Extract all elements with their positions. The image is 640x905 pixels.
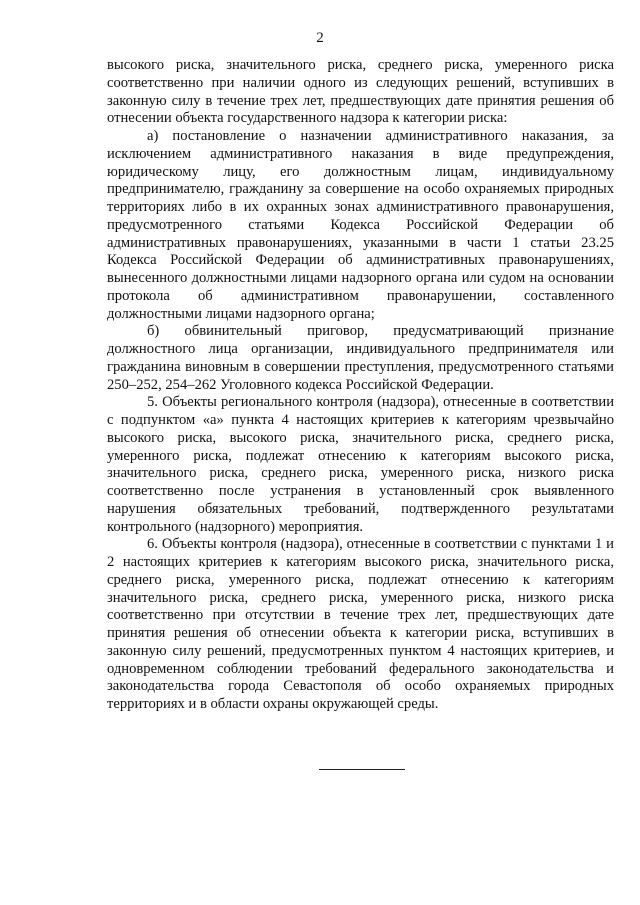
- document-body: [107, 57, 614, 714]
- paragraph-item-6: 6. Объекты контроля (надзора), отнесенные в соответствии с пунктами 1 и 2 настоящих критериев к категориям высокого риска, значительного риска, среднего риска, умеренного риска, подлежат отнесению к категориям значительного риска, среднего риска, умеренного риска, низкого риска соответственно при отсутствии в течение трех лет, предшествующих дате принятия решения об отнесении объекта к категории риска, вступивших в законную силу решений, предусмотренных пунктом 4 настоящих критериев, и одновременном соблюдении требований федерального законодательства и законодательства города Севастополя об особо охраняемых природных территориях и в области охраны окружающей среды.: [107, 536, 614, 712]
- paragraph-subitem-b: б) обвинительный приговор, предусматривающий признание должностного лица организации, индивидуального предпринимателя или гражданина виновным в совершении преступления, предусмотренного статьями 250–252, 254–262 Уголовного кодекса Российской Федерации.: [107, 323, 614, 393]
- page-number: 2: [316, 30, 324, 46]
- paragraph-continuation: высокого риска, значительного риска, среднего риска, умеренного риска соответственно при наличии одного из следующих решений, вступивших в законную силу в течение трех лет, предшествующих дате принятия решения об отнесении объекта государственного надзора к категории риска:: [107, 57, 614, 127]
- paragraph-item-5: 5. Объекты регионального контроля (надзора), отнесенные в соответствии с подпунктом «а» пункта 4 настоящих критериев к категориям чрезвычайно высокого риска, высокого риска, значительного риска, среднего риска, умеренного риска, подлежат отнесению к категориям высокого риска, значительного риска, среднего риска, умеренного риска, низкого риска соответственно после устранения в установленный срок выявленного нарушения обязательных требований, подтвержденного результатами контрольного (надзорного) мероприятия.: [107, 394, 614, 535]
- end-divider-line: [319, 769, 405, 770]
- paragraph-subitem-a: а) постановление о назначении административного наказания, за исключением административного наказания в виде предупреждения, юридическому лицу, его должностным лицам, индивидуальному предпринимателю, гражданину за совершение на особо охраняемых природных территориях либо в их охранных зонах административного правонарушения, предусмотренного статьями Кодекса Российской Федерации об административных правонарушениях, указанными в части 1 статьи 23.25 Кодекса Российской Федерации об административных правонарушениях, вынесенного должностными лицами надзорного органа или судом на основании протокола об административном правонарушении, составленного должностными лицами надзорного органа;: [107, 128, 614, 322]
